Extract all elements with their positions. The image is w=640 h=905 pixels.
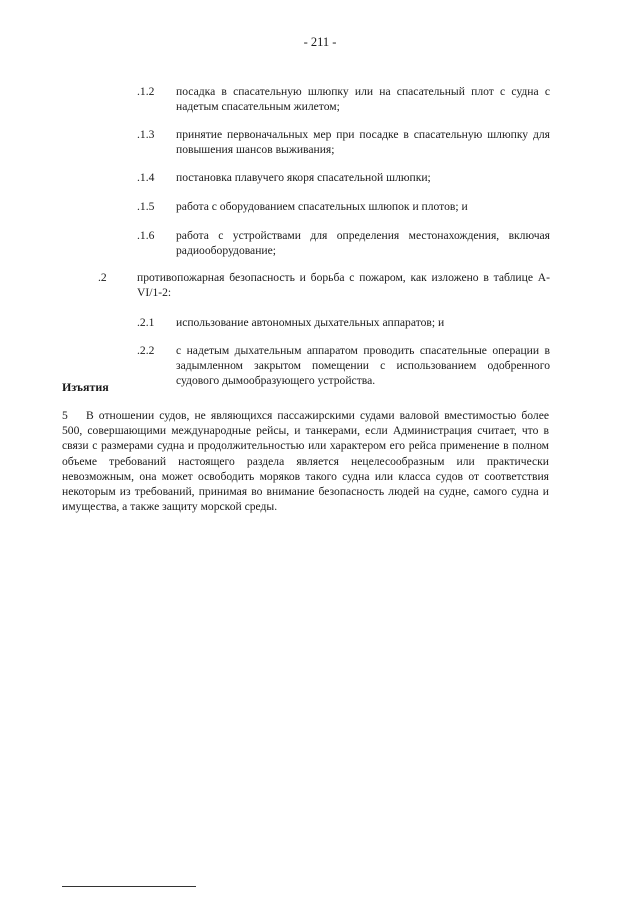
section-heading: Изъятия xyxy=(62,380,109,394)
item-text: принятие первоначальных мер при посадке в спасательную шлюпку для повышения шансов выживания; xyxy=(176,128,550,156)
item-number: .2.1 xyxy=(137,316,155,329)
item-number: .1.5 xyxy=(137,200,155,213)
item-text: с надетым дыхательным аппаратом проводить спасательные операции в задымленном закрытом помещении с использованием одобренного судового дымообразующего устройства. xyxy=(176,344,550,387)
page-number: - 211 - xyxy=(303,35,337,49)
paragraph-5 xyxy=(62,408,549,514)
item-text: посадка в спасательную шлюпку или на спасательный плот с судна с надетым спасательным жилетом; xyxy=(176,85,550,113)
paragraph-text: В отношении судов, не являющихся пассажирскими судами валовой вместимостью более 500, совершающими международные рейсы, и танкерами, если Администрация считает, что в связи с размерами судна и продолжительностью или характером его рейса применение в полном объеме требований настоящего раздела является нецелесообразным или практически невозможным, она может освободить моряков такого судна или класса судов от соответствия некоторым из требований, принимая во внимание безопасность людей на судне, самого судна и имущества, а также защиту морской среды. xyxy=(62,409,549,514)
item-text: использование автономных дыхательных аппаратов; и xyxy=(176,316,445,329)
item-number: .2 xyxy=(98,271,107,284)
item-number: .1.4 xyxy=(137,171,155,184)
item-number: .1.6 xyxy=(137,229,155,242)
item-text: противопожарная безопасность и борьба с пожаром, как изложено в таблице A-VI/1-2: xyxy=(137,271,550,299)
item-text: работа с оборудованием спасательных шлюпок и плотов; и xyxy=(176,200,468,213)
footer-divider xyxy=(62,886,196,887)
item-text: работа с устройствами для определения местонахождения, включая радиооборудование; xyxy=(176,229,550,257)
item-number: .1.3 xyxy=(137,128,155,141)
item-number: .2.2 xyxy=(137,344,155,357)
paragraph-number: 5 xyxy=(62,409,68,422)
item-number: .1.2 xyxy=(137,85,155,98)
item-text: постановка плавучего якоря спасательной шлюпки; xyxy=(176,171,431,184)
